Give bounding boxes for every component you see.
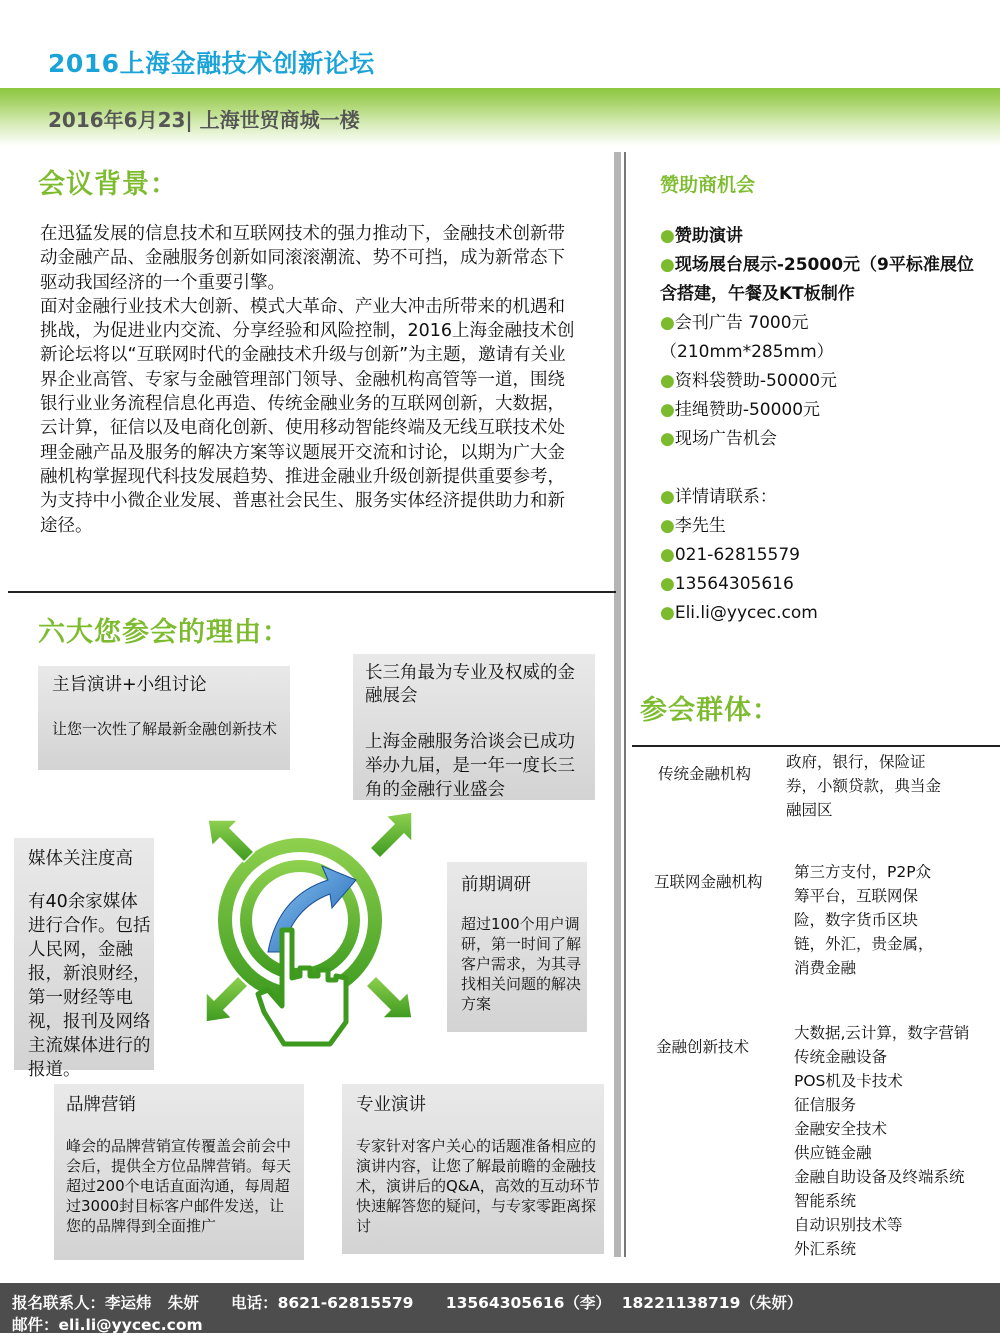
reason-card-body: 超过100个用户调研，第一时间了解客户需求，为其寻找相关问题的解决方案 — [461, 915, 582, 1013]
reason-card-title: 品牌营销 — [66, 1095, 136, 1115]
reason-card-expo — [353, 654, 595, 800]
sponsor-list — [660, 222, 990, 628]
list-item: 外汇系统 — [794, 1240, 857, 1258]
reason-card-body: 上海金融服务洽谈会已成功举办九届，是一年一度长三角的金融行业盛会 — [365, 732, 575, 800]
reason-card-title: 长三角最为专业及权威的金融展会 — [365, 663, 575, 706]
list-item: ●会刊广告 7000元 — [660, 313, 809, 333]
section-divider-left — [8, 591, 616, 593]
list-item: ●赞助演讲 — [660, 226, 743, 246]
background-para-1: 在迅猛发展的信息技术和互联网技术的强力推动下，金融技术创新带动金融产品、金融服务创新如同滚滚潮流、势不可挡，成为新常态下驱动我国经济的一个重要引擎。 — [40, 224, 565, 293]
group-value-list — [794, 1021, 994, 1261]
reason-card-title: 媒体关注度高 — [28, 849, 133, 869]
column-divider — [614, 152, 621, 1257]
list-item: 传统金融设备 — [794, 1048, 888, 1066]
list-item: （210mm*285mm） — [660, 342, 834, 362]
reason-card-body: 峰会的品牌营销宣传覆盖会前会中会后，提供全方位品牌营销。每天超过200个电话直面沟通，每周超过3000封目标客户邮件发送，让您的品牌得到全面推广 — [66, 1137, 292, 1235]
group-label: 互联网金融机构 — [654, 873, 763, 891]
direction-arrow-icon — [206, 976, 248, 1022]
reason-card-title: 主旨演讲+小组讨论 — [52, 675, 207, 695]
reason-card-body: 专家针对客户关心的话题准备相应的演讲内容，让您了解最前瞻的金融技术，演讲后的Q&A，高效的互动环节快速解答您的疑问，与专家零距离探讨 — [356, 1137, 600, 1235]
group-label: 金融创新技术 — [656, 1038, 750, 1056]
direction-arrow-icon — [208, 820, 254, 862]
list-item: 自动识别技术等 — [794, 1216, 903, 1234]
background-heading: 会议背景： — [38, 169, 178, 200]
reason-card-research — [447, 862, 587, 1032]
sponsor-heading: 赞助商机会 — [660, 174, 756, 196]
page-title: 2016上海金融技术创新论坛 — [48, 49, 375, 78]
group-label: 传统金融机构 — [658, 765, 752, 783]
list-item: ●资料袋赞助-50000元 — [660, 371, 838, 391]
reason-card-media — [14, 838, 154, 1080]
list-item: 智能系统 — [794, 1192, 857, 1210]
reason-card-keynote — [38, 666, 290, 770]
reason-card-body: 有40余家媒体进行合作。包括人民网，金融报，新浪财经，第一财经等电视，报刊及网络主流媒体进行的报道。 — [28, 892, 151, 1080]
footer-contact: 报名联系人：李运炜 朱妍 电话：8621-62815579 13564305616（李） 18221138719（朱妍） — [12, 1294, 803, 1312]
contact-phone: ●021-62815579 — [660, 545, 800, 565]
list-item: 征信服务 — [794, 1096, 857, 1114]
reason-card-body: 让您一次性了解最新金融创新技术 — [52, 720, 278, 738]
list-item: ●李先生 — [660, 516, 726, 536]
reason-card-title: 前期调研 — [461, 875, 531, 895]
footer-email: 邮件：eli.li@yycec.com — [12, 1316, 203, 1334]
list-item: ●现场展台展示-25000元（9平标准展位含搭建，午餐及KT板制作 — [660, 255, 974, 304]
group-value: 第三方支付，P2P众筹平台，互联网保险，数字货币区块链，外汇，贵金属，消费金融 — [794, 863, 934, 977]
list-item: ●详情请联系： — [660, 487, 777, 507]
groups-heading: 参会群体： — [640, 695, 780, 726]
list-item: 供应链金融 — [794, 1144, 872, 1162]
background-text — [40, 222, 580, 538]
background-para-2: 面对金融行业技术大创新、模式大革命、产业大冲击所带来的机遇和挑战，为促进业内交流、分享经验和风险控制，2016上海金融技术创新论坛将以“互联网时代的金融技术升级与创新”为主题，邀请有关业界企业高管、专家与金融管理部门领导、金融机构高管等一道，围绕银行业业务流程信息化再造、传统金融业务的互联网创新，大数据，云计算，征信以及电商化创新、使用移动智能终端及无线互联技术处理金融产品及服务的解决方案等议题展开交流和讨论，以期为广大金融机构掌握现代科技发展趋势、推进金融业升级创新提供重要参考，为支持中小微企业发展、普惠社会民生、服务实体经济提供助力和新途径。 — [40, 296, 575, 536]
list-item: 金融安全技术 — [794, 1120, 888, 1138]
central-graphic — [150, 800, 450, 1070]
list-item: POS机及卡技术 — [794, 1072, 903, 1090]
reason-card-branding — [54, 1084, 304, 1260]
section-divider-right — [632, 745, 1000, 747]
column-divider-inner — [624, 152, 626, 1257]
contact-email: ●Eli.li@yycec.com — [660, 603, 818, 623]
event-date-location: 2016年6月23| 上海世贸商城一楼 — [48, 108, 360, 132]
list-item: ●挂绳赞助-50000元 — [660, 400, 821, 420]
reasons-heading: 六大您参会的理由： — [38, 617, 290, 648]
list-item: 大数据,云计算，数字营销 — [794, 1024, 970, 1042]
list-item: ●现场广告机会 — [660, 429, 777, 449]
reason-card-title: 专业演讲 — [356, 1095, 426, 1115]
direction-arrow-icon — [370, 812, 412, 858]
reason-card-speech — [342, 1084, 604, 1254]
group-value: 政府，银行，保险证券，小额贷款，典当金融园区 — [786, 753, 942, 819]
list-item: 金融自助设备及终端系统 — [794, 1168, 965, 1186]
direction-arrow-icon — [366, 976, 412, 1018]
footer — [0, 1283, 1000, 1333]
contact-mobile: ●13564305616 — [660, 574, 794, 594]
